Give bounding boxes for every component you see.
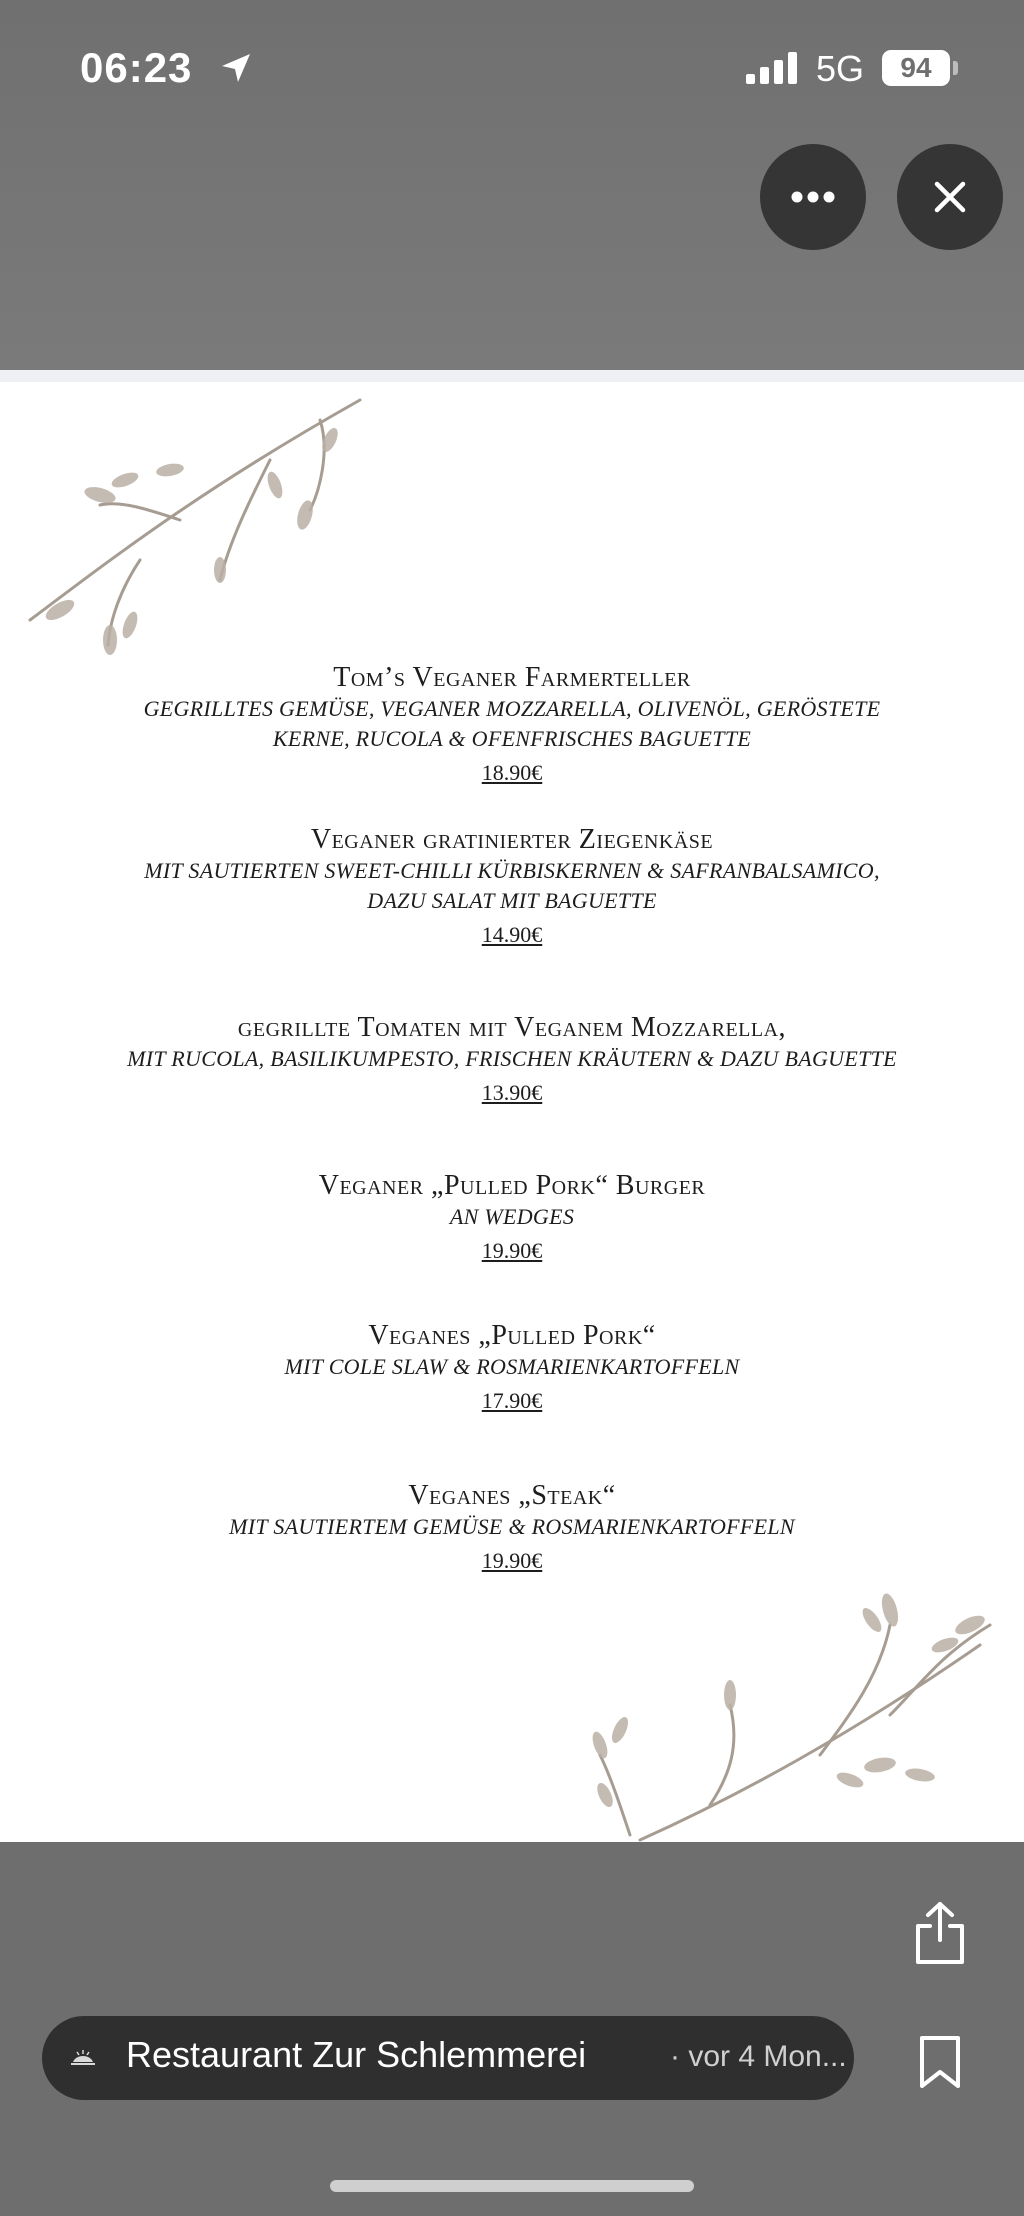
location-arrow-icon (218, 50, 254, 86)
menu-item-description: MIT SAUTIERTEM GEMÜSE & ROSMARIENKARTOFFELN (229, 1514, 795, 1539)
restaurant-logo-icon (64, 2040, 102, 2078)
menu-item-title: Veganer gratinierter Ziegenkäse (310, 824, 714, 855)
home-indicator[interactable] (330, 2180, 694, 2192)
close-button[interactable] (897, 144, 1003, 250)
battery-icon: 94 (882, 50, 950, 86)
more-options-button[interactable] (760, 144, 866, 250)
menu-item-title: Tom’s Veganer Farmerteller (333, 662, 691, 693)
menu-photo (0, 370, 1024, 1842)
menu-item (0, 1480, 1024, 1574)
battery-tip (953, 61, 958, 75)
menu-item-description: AN WEDGES (449, 1204, 575, 1229)
menu-item-price: 17.90€ (481, 1388, 543, 1413)
menu-item (0, 1170, 1024, 1264)
network-type: 5G (816, 48, 865, 89)
menu-item (0, 824, 1024, 948)
status-bar (0, 0, 1024, 130)
ellipsis-icon (760, 144, 866, 250)
menu-item-description: MIT COLE SLAW & ROSMARIENKARTOFFELN (284, 1354, 740, 1379)
menu-item-description: MIT SAUTIERTEN SWEET-CHILLI KÜRBISKERNEN & SAFRANBALSAMICO, (144, 858, 880, 883)
heart-icon[interactable] (912, 1786, 970, 1838)
menu-item-description: MIT RUCOLA, BASILIKUMPESTO, FRISCHEN KRÄUTERN & DAZU BAGUETTE (127, 1046, 897, 1071)
menu-item-description: DAZU SALAT MIT BAGUETTE (367, 888, 657, 913)
menu-item-price: 19.90€ (481, 1548, 543, 1573)
menu-item (0, 1012, 1024, 1106)
share-icon[interactable] (912, 1900, 968, 1966)
menu-item-title: Veganes „Pulled Pork“ (368, 1320, 656, 1351)
menu-item-price: 19.90€ (481, 1238, 543, 1263)
place-name: Restaurant Zur Schlemmerei (126, 2034, 587, 2075)
post-age: · vor 4 Mon... (670, 2040, 847, 2073)
menu-item (0, 1320, 1024, 1414)
menu-item-description: KERNE, RUCOLA & OFENFRISCHES BAGUETTE (272, 726, 752, 751)
bookmark-icon[interactable] (918, 2034, 962, 2090)
menu-item-price: 13.90€ (481, 1080, 543, 1105)
place-link-pill[interactable] (42, 2016, 854, 2100)
menu-item-title: Veganes „Steak“ (408, 1480, 616, 1511)
menu-item-title: Veganer „Pulled Pork“ Burger (318, 1170, 706, 1201)
menu-item-title: gegrillte Tomaten mit Veganem Mozzarella, (237, 1012, 787, 1043)
branch-decoration-icon (20, 380, 440, 680)
menu-item (0, 662, 1024, 786)
menu-item-price: 14.90€ (481, 922, 543, 947)
status-time: 06:23 (80, 44, 193, 91)
menu-item-description: GEGRILLTES GEMÜSE, VEGANER MOZZARELLA, OLIVENÖL, GERÖSTETE (143, 696, 881, 721)
cellular-signal-icon (746, 52, 802, 84)
menu-item-price: 18.90€ (481, 760, 543, 785)
close-icon (897, 144, 1003, 250)
